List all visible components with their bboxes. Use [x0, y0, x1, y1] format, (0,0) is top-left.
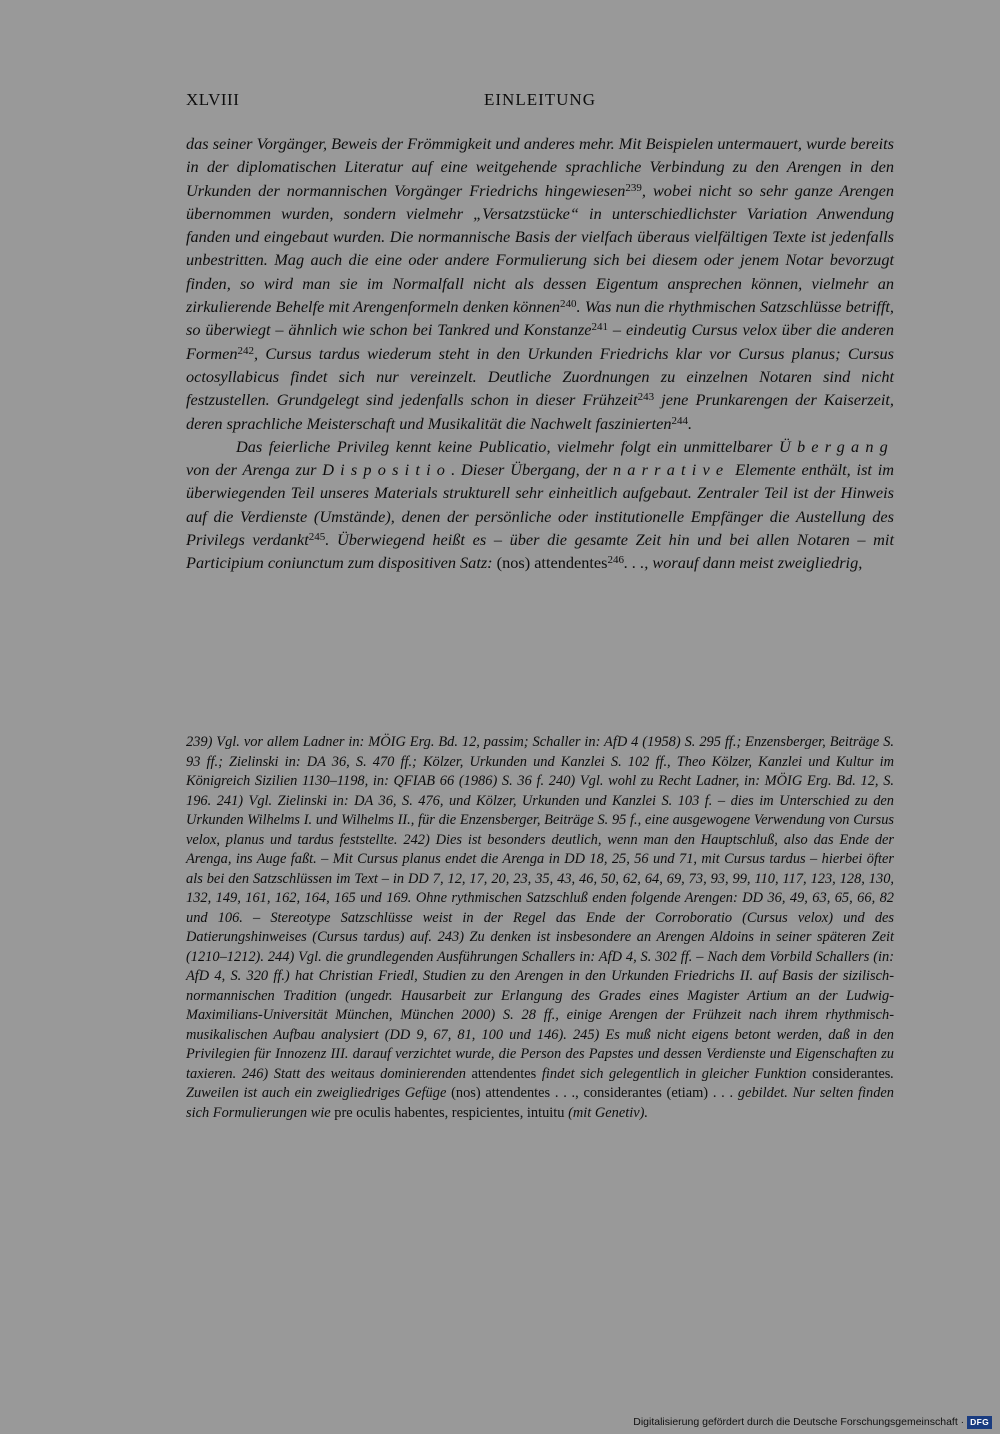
text-run: Elemente enthält, ist im überwiegenden Teil unseres Materials strukturell sehr einheitlich aufgebaut. Zentraler Teil ist der Hinweis auf die Verdienste (Umstände), denen der persönliche oder institutionelle Empfänger die Austellung des Privilegs verdankt — [186, 460, 895, 550]
paragraph-1 — [186, 132, 894, 435]
text-run: . Zuweilen ist auch ein zweigliedriges Gefüge — [186, 1065, 894, 1101]
page-number: XLVIII — [186, 90, 240, 109]
spaced-term: Übergang — [779, 436, 894, 456]
footnote-ref[interactable]: 246 — [607, 554, 624, 567]
spaced-term: narrative — [612, 460, 730, 480]
paragraph-2 — [186, 435, 894, 575]
text-run: – eindeutig Cursus velox über die anderen Formen — [186, 320, 894, 363]
footnote: 242) Dies ist besonders deutlich, wenn man den Hauptschluß, also das Ende der Arenga, ins Auge faßt. – Mit Cursus planus endet die Arenga in DD 18, 25, 56 und 71, mit Cursus tardus – hierbei öfter als bei den Satzschlüssen im Text – in DD 7, 12, 17, 20, 23, 35, 43, 46, 50, 62, 64, 69, 73, 93, 99, 110, 117, 123, 128, 130, 132, 149, 161, 162, 164, 165 und 169. Ohne rythmischen Satzschluß enden folgende Arengen: DD 36, 49, 63, 65, 66, 82 und 106. – Stereotype Satzschlüsse weist in der Regel das Ende der Corroboratio (Cursus velox) und des Datierungshinweises (Cursus tardus) auf. — [186, 831, 895, 945]
footnote-ref[interactable]: 242 — [237, 344, 255, 357]
text-run: . Dieser Übergang, der — [451, 460, 613, 480]
digitization-credit — [633, 1414, 992, 1430]
text-run: das seiner Vorgänger, Beweis der Frömmigkeit und anderes mehr. Mit Beispielen untermauert, wurde bereits in der diplomatischen Literatur auf eine weitgehende sprachliche Verbindung zu den Arengen in den Urkunden der normannischen Vorgänger Friedrichs hingewiesen — [186, 134, 894, 200]
footnote: 240) Vgl. wohl zu Recht Ladner, in: MÖIG Erg. Bd. 12, S. 196. — [186, 773, 895, 809]
text-run: findet sich gelegentlich in gleicher Funktion — [536, 1065, 813, 1082]
text-run: 246) Statt des weitaus dominierenden — [241, 1065, 472, 1082]
text-run: (mit Genetiv). — [564, 1104, 648, 1121]
text-run: , wobei nicht so sehr ganze Arengen übernommen wurden, sondern vielmehr „Versatzstücke“ in unterschiedlichster Variation Anwendung fanden und eingebaut wurden. Die normannische Basis der vielfach überaus vielfältigen Texte ist jedenfalls unbestritten. Mag auch die eine oder andere Formulierung sich bei diesem oder jenem Notar bevorzugt finden, so wird man sie im Normalfall nicht als dessen Eigentum ansprechen können, vielmehr an zirkulierende Behelfe mit Arengenformeln denken können — [186, 180, 894, 317]
page-header — [186, 90, 894, 116]
footnote — [186, 1066, 894, 1121]
footnote: 241) Vgl. Zielinski in: DA 36, S. 476, und Kölzer, Urkunden und Kanzlei S. 103 f. – dies im Unterschied zu den Urkunden Wilhelms I. und Wilhelms II., für die Enzensberger, Beiträge S. 95 f., eine ausgewogene Verwendung von Cursus velox, planus und tardus feststellte. — [186, 792, 894, 848]
footnote-ref[interactable]: 239 — [625, 181, 642, 194]
latin-term: considerantes — [812, 1065, 891, 1082]
footnote: 244) Vgl. die grundlegenden Ausführungen Schallers in: AfD 4, S. 302 ff. – Nach dem Vorbild Schallers (in: AfD 4, S. 320 ff.) hat Christian Friedl, Studien zu den Arengen in den Urkunden Friedrichs II. auf Basis der sizilisch-normannischen Tradition (ungedr. Hausarbeit zur Erlangung des Grades eines Magister Artium an der Ludwig-Maximilians-Universität München, München 2000) S. 28 ff., einige Arengen der Frühzeit nach ihrem rhythmisch-musikalischen Aufbau analysiert (DD 9, 67, 81, 100 und 146). — [186, 948, 894, 1043]
footnote-ref[interactable]: 240 — [560, 298, 577, 311]
latin-quote: (nos) attendentes — [496, 553, 608, 573]
text-run: , Cursus tardus wiederum steht in den Urkunden Friedrichs klar vor Cursus planus; Cursus octosyllabicus findet sich nur vereinzelt. Deutliche Zuordnungen zu einzelnen Notaren sind nicht festzustellen. Grundgelegt sind jedenfalls schon in dieser Frühzeit — [186, 343, 894, 410]
footnote: 243) Zu denken ist insbesondere an Arengen Aldoins in seiner späteren Zeit (1210–1212). — [186, 929, 894, 965]
latin-term: (nos) attendentes . . ., considerantes (etiam) . . . — [451, 1085, 734, 1101]
running-head: EINLEITUNG — [484, 90, 596, 109]
credit-text: Digitalisierung gefördert durch die Deutsche Forschungsgemeinschaft · — [633, 1416, 965, 1428]
latin-term: attendentes — [471, 1065, 537, 1082]
spaced-term: Dispositio — [322, 460, 452, 480]
text-run: Das feierliche Privileg kennt keine Publicatio, vielmehr folgt ein unmittelbarer — [236, 436, 780, 456]
text-run: . . ., worauf dann meist zweigliedrig, — [623, 553, 863, 573]
footnote: 239) Vgl. vor allem Ladner in: MÖIG Erg. Bd. 12, passim; Schaller in: AfD 4 (1958) S. 295 ff.; Enzensberger, Beiträge S. 93 ff.; Zielinski in: DA 36, S. 470 ff.; Kölzer, Urkunden und Kanzlei S. 102 ff., Theo Kölzer, Kanzlei und Kultur im Königreich Sizilien 1130–1198, in: QFIAB 66 (1986) S. 36 f. — [186, 734, 894, 789]
footnote-ref[interactable]: 245 — [308, 531, 326, 544]
text-run: jene Prunkarengen der Kaiserzeit, deren sprachliche Meisterschaft und Musikalität die Nachwelt faszinierten — [186, 390, 895, 433]
text-run: . Überwiegend heißt es – über die gesamte Zeit hin und bei allen Notaren – mit Participium coniunctum zum dispositiven Satz: — [186, 530, 894, 573]
footnote-ref[interactable]: 243 — [637, 391, 655, 404]
main-text — [186, 132, 894, 575]
footnote: 245) Es muß nicht eigens betont werden, daß in den Privilegien für Innozenz III. darauf verzichtet wurde, die Person des Papstes und dessen Verdienste und Eigenschaften zu taxieren. — [186, 1026, 894, 1082]
dfg-logo: DFG — [967, 1416, 992, 1429]
text-run: . Was nun die rhythmischen Satzschlüsse betrifft, so überwiegt – ähnlich wie schon bei Tankred und Konstanze — [186, 297, 894, 340]
footnote-ref[interactable]: 244 — [671, 414, 688, 427]
text-run: von der Arenga zur — [186, 460, 323, 480]
latin-term: pre oculis habentes, respicientes, intuitu — [334, 1104, 565, 1121]
text-run: . — [688, 413, 693, 433]
text-run: gebildet. Nur selten finden sich Formulierungen wie — [186, 1085, 894, 1121]
footnotes — [186, 733, 894, 1123]
footnote-ref[interactable]: 241 — [591, 321, 609, 334]
